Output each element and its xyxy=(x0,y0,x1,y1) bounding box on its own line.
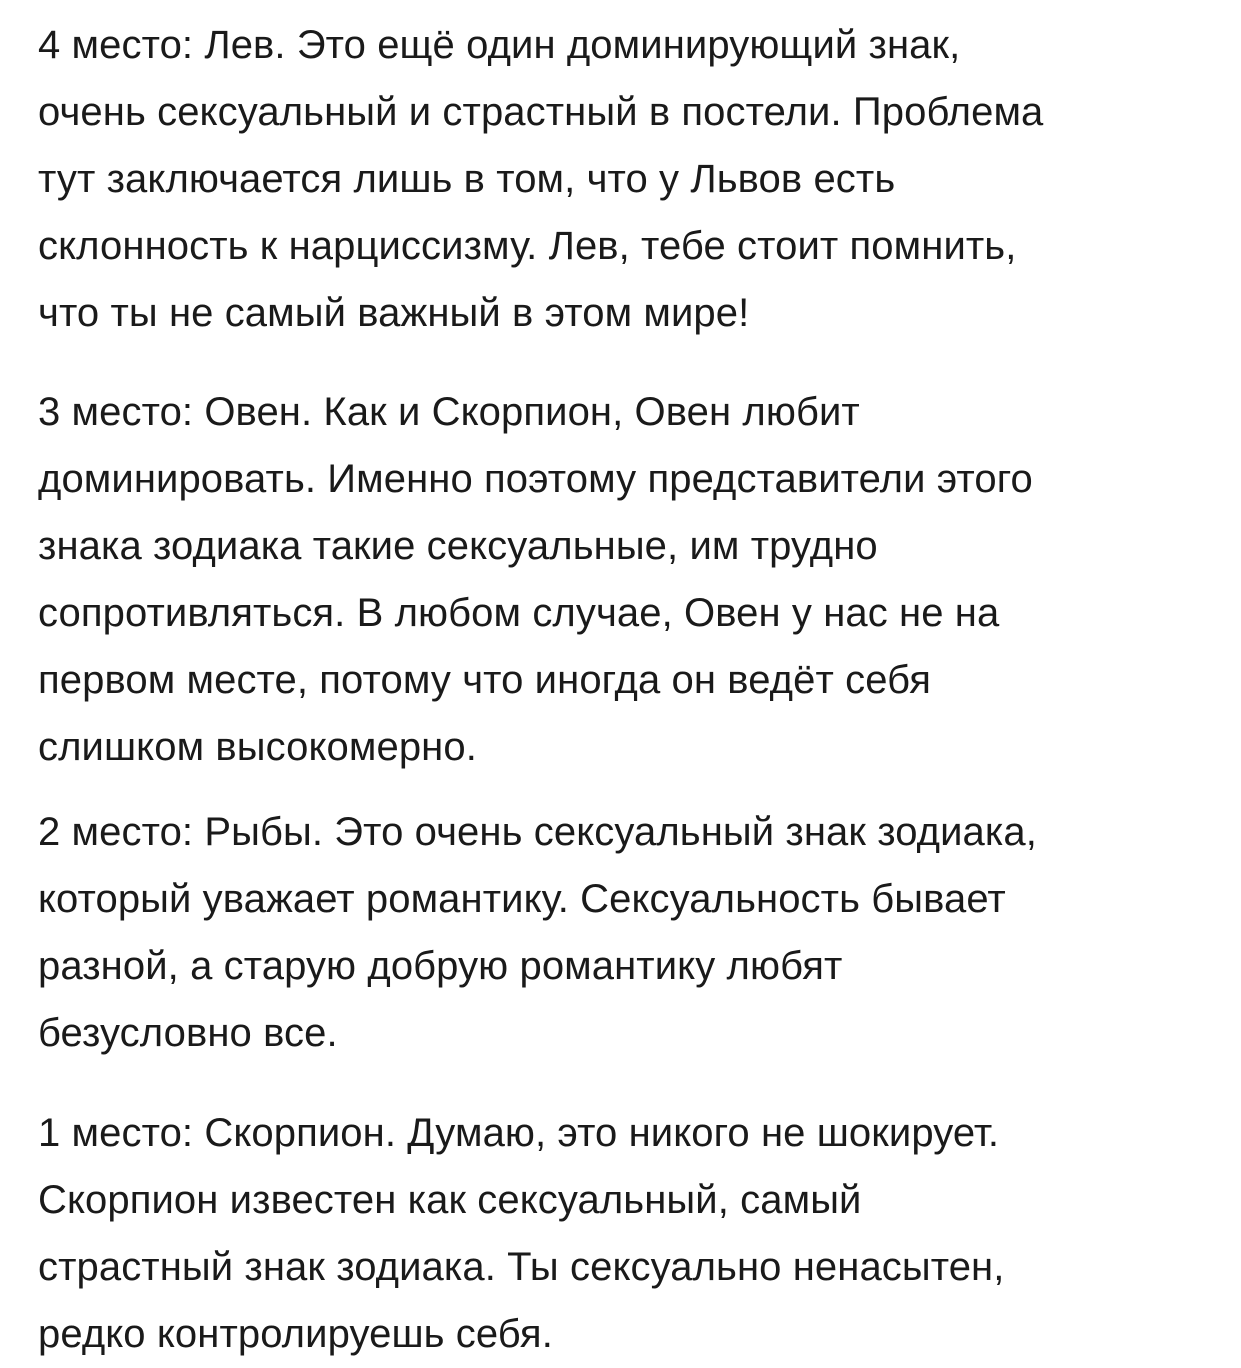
text-line: безусловно все. xyxy=(38,1011,338,1055)
text-line: 1 место: Скорпион. Думаю, это никого не шокирует. xyxy=(38,1111,1000,1155)
text-line: тут заключается лишь в том, что у Львов есть xyxy=(38,157,896,201)
text-line: страстный знак зодиака. Ты сексуально ненасытен, xyxy=(38,1245,1005,1289)
text-line: знака зодиака такие сексуальные, им трудно xyxy=(38,524,878,568)
paragraph-4th-place-leo xyxy=(38,12,1228,347)
text-line: очень сексуальный и страстный в постели. Проблема xyxy=(38,90,1044,134)
paragraph-2nd-place-pisces xyxy=(38,799,1228,1067)
text-line: первом месте, потому что иногда он ведёт себя xyxy=(38,658,931,702)
text-line: 3 место: Овен. Как и Скорпион, Овен любит xyxy=(38,390,860,434)
text-line: разной, а старую добрую романтику любят xyxy=(38,944,843,988)
paragraph-3rd-place-aries xyxy=(38,379,1228,781)
text-line: редко контролируешь себя. xyxy=(38,1312,553,1356)
text-line: склонность к нарциссизму. Лев, тебе стоит помнить, xyxy=(38,224,1017,268)
text-line: слишком высокомерно. xyxy=(38,725,477,769)
text-line: 4 место: Лев. Это ещё один доминирующий знак, xyxy=(38,23,961,67)
text-line: 2 место: Рыбы. Это очень сексуальный знак зодиака, xyxy=(38,810,1037,854)
paragraph-1st-place-scorpio xyxy=(38,1100,1228,1368)
text-line: сопротивляться. В любом случае, Овен у нас не на xyxy=(38,591,1000,635)
text-line: что ты не самый важный в этом мире! xyxy=(38,291,750,335)
text-line: который уважает романтику. Сексуальность бывает xyxy=(38,877,1006,921)
text-line: Скорпион известен как сексуальный, самый xyxy=(38,1178,862,1222)
text-line: доминировать. Именно поэтому представители этого xyxy=(38,457,1033,501)
